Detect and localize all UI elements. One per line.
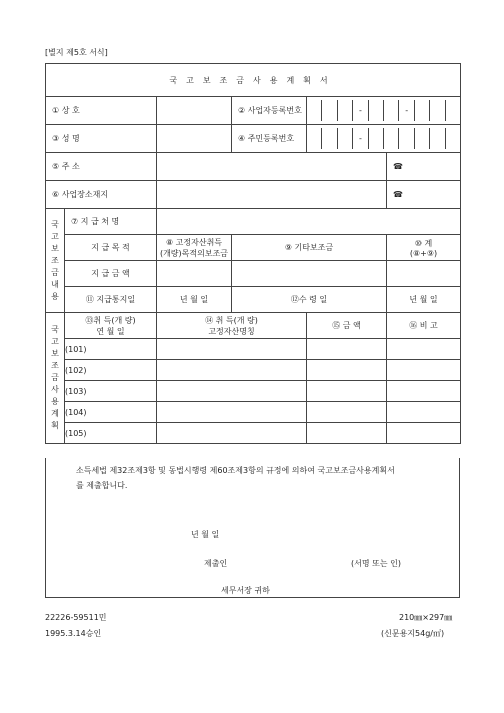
field-amount-other[interactable] [232,261,387,287]
field-amount-fixed[interactable] [157,261,232,287]
declaration-box [45,458,460,598]
header-asset-name: ⑭ 취 득(개 량) 고정자산명칭 [157,313,307,339]
section-subsidy-content: 국고보조금내용 [46,209,65,313]
label-purpose: 지 급 목 적 [65,235,157,261]
field-sum[interactable] [307,381,387,402]
field-payer[interactable] [157,209,461,235]
phone-icon: ☎ [387,181,461,209]
field-remarks[interactable] [387,402,461,423]
header-remarks: ⑯ 비 고 [387,313,461,339]
field-sum[interactable] [307,339,387,360]
field-address[interactable] [157,153,387,181]
statement-line-2: 를 제출합니다. [76,481,128,490]
field-notice-date[interactable]: 년 월 일 [157,287,232,313]
header-sum: ⑮ 금 액 [307,313,387,339]
row-label: (102) [65,360,157,381]
field-sum[interactable] [307,402,387,423]
label-notice-date: ⑪ 지급통지일 [65,287,157,313]
field-remarks[interactable] [387,360,461,381]
form-code: 22226-59511민 [45,613,107,622]
label-amount: 지 급 금 액 [65,261,157,287]
header-other-subsidy: ⑨ 기타보조금 [232,235,387,261]
field-resident-no[interactable]: - [307,125,461,153]
field-asset-name[interactable] [157,381,307,402]
label-business-name: ① 상 호 [46,97,157,125]
field-business-name[interactable] [157,97,232,125]
row-label: (105) [65,423,157,444]
field-remarks[interactable] [387,339,461,360]
label-workplace: ⑥ 사업장소재지 [46,181,157,209]
row-label: (104) [65,402,157,423]
statement-line-1: 소득세법 제32조제3항 및 동법시행령 제60조제3항의 규정에 의하여 국고보조금사용계획서 [76,466,395,475]
field-asset-name[interactable] [157,339,307,360]
field-sum[interactable] [307,423,387,444]
row-label: (101) [65,339,157,360]
form-table [45,63,461,444]
header-fixed-asset-subsidy: ⑧ 고정자산취득 (개량)목적의보조금 [157,235,232,261]
signature-label: (서명 또는 인) [351,559,401,568]
form-title: 국고보조금사용계획서 [46,64,461,97]
label-name: ③ 성 명 [46,125,157,153]
section-usage-plan: 국고보조금 사용계획 [46,313,65,444]
phone-icon: ☎ [387,153,461,181]
label-biz-reg-no: ② 사업자등록번호 [232,97,307,125]
field-asset-name[interactable] [157,360,307,381]
field-asset-name[interactable] [157,402,307,423]
field-sum[interactable] [307,360,387,381]
field-amount-total[interactable] [387,261,461,287]
field-asset-name[interactable] [157,423,307,444]
header-total: ⑩ 계 (⑧+⑨) [387,235,461,261]
submission-date: 년 월 일 [191,530,220,539]
header-acq-date: ⑬취 득(개 량) 연 월 일 [65,313,157,339]
approval-date: 1995.3.14승인 [45,629,102,638]
label-address: ⑤ 주 소 [46,153,157,181]
label-receipt-date: ⑫수 령 일 [232,287,387,313]
addressee: 세무서장 귀하 [221,586,270,595]
label-resident-no: ④ 주민등록번호 [232,125,307,153]
field-receipt-date[interactable]: 년 월 일 [387,287,461,313]
label-payer: ⑦ 지 급 처 명 [65,209,157,235]
paper-spec: (신문용지54g/㎡) [381,629,445,638]
form-number: [별지 제5호 서식] [45,48,108,57]
row-label: (103) [65,381,157,402]
field-workplace[interactable] [157,181,387,209]
field-remarks[interactable] [387,423,461,444]
field-name[interactable] [157,125,232,153]
submitter-label: 제출인 [204,559,228,568]
field-remarks[interactable] [387,381,461,402]
paper-size: 210㎜×297㎜ [399,613,453,622]
field-biz-reg-no[interactable]: - - [307,97,461,125]
